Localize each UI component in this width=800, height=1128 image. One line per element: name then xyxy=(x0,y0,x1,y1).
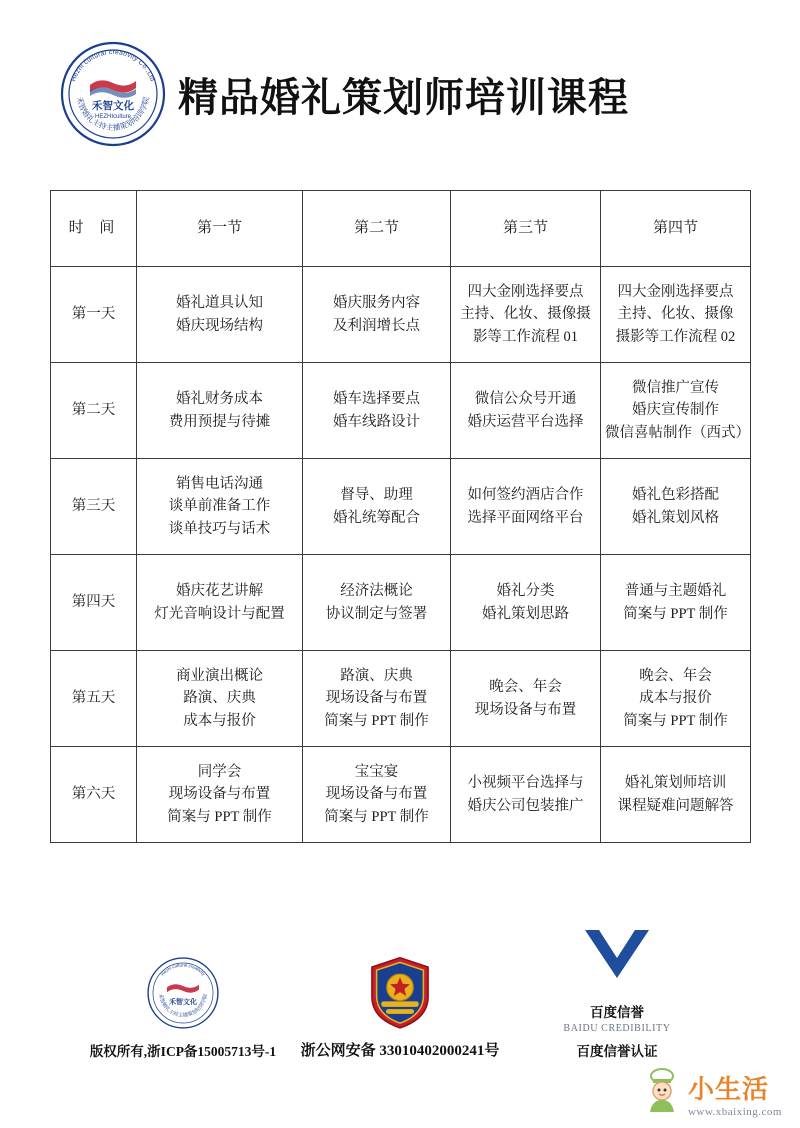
column-header-session-4: 第四节 xyxy=(601,191,751,267)
cell-text-lines xyxy=(455,772,596,817)
cell-text-line: 晚会、年会 xyxy=(639,667,712,684)
cell-text-line: 协议制定与签署 xyxy=(325,605,428,622)
cell-text-lines xyxy=(605,665,746,732)
svg-text:Hezhi cultural creativity: Hezhi cultural creativity xyxy=(159,962,207,977)
session-cell xyxy=(137,651,303,747)
cell-text-line: 现场设备与布置 xyxy=(168,786,271,803)
session-cell xyxy=(601,651,751,747)
cell-text-line: 费用预提与待摊 xyxy=(168,413,271,430)
svg-text:禾智婚礼主持主播策划培训学院: 禾智婚礼主持主播策划培训学院 xyxy=(157,993,209,1019)
session-cell xyxy=(451,363,601,459)
cell-text-lines xyxy=(141,388,298,433)
cell-text-lines xyxy=(141,665,298,732)
cell-text-line: 谈单前准备工作 xyxy=(168,498,271,515)
cell-text-line: 婚礼色彩搭配 xyxy=(632,487,719,504)
svg-text:HEZHIculture: HEZHIculture xyxy=(94,114,132,120)
table-row xyxy=(51,459,751,555)
footer-baidu-credibility-block xyxy=(512,915,722,1060)
cell-text-line: 经济法概论 xyxy=(340,583,413,600)
column-header-session-2: 第二节 xyxy=(303,191,451,267)
cell-text-line: 婚礼策划风格 xyxy=(632,509,719,526)
cell-text-lines xyxy=(455,580,596,625)
session-cell xyxy=(137,459,303,555)
session-cell xyxy=(601,747,751,843)
session-cell xyxy=(601,459,751,555)
cell-text-line: 成本与报价 xyxy=(639,690,712,707)
column-header-time: 时 间 xyxy=(51,191,137,267)
session-cell xyxy=(303,267,451,363)
cell-text-line: 四大金刚选择要点 xyxy=(617,283,734,300)
footer-badges xyxy=(0,915,800,1060)
watermark-title: 小生活 xyxy=(687,1075,769,1104)
cell-text-lines xyxy=(141,580,298,625)
cell-text-line: 如何签约酒店合作 xyxy=(467,487,584,504)
cell-text-line: 婚庆宣传制作 xyxy=(632,402,719,419)
session-cell xyxy=(137,267,303,363)
table-row xyxy=(51,363,751,459)
cell-text-line: 同学会 xyxy=(197,763,242,780)
session-cell xyxy=(601,555,751,651)
cell-text-lines xyxy=(141,473,298,540)
cell-text-line: 婚礼策划师培训 xyxy=(624,775,727,792)
session-cell xyxy=(451,267,601,363)
cell-text-line: 灯光音响设计与配置 xyxy=(154,605,285,622)
cell-text-line: 婚礼财务成本 xyxy=(176,391,263,408)
page-title: 精品婚礼策划师培训课程 xyxy=(178,74,629,120)
cell-text-line: 四大金刚选择要点 xyxy=(467,283,584,300)
session-cell xyxy=(451,651,601,747)
cell-text-lines xyxy=(605,772,746,817)
session-cell xyxy=(137,555,303,651)
cell-text-line: 微信喜帖制作（西式） xyxy=(605,424,750,441)
cell-text-line: 宝宝宴 xyxy=(354,763,399,780)
cell-text-line: 晚会、年会 xyxy=(489,679,562,696)
baidu-credibility-v-icon xyxy=(512,915,722,993)
column-header-session-1: 第一节 xyxy=(137,191,303,267)
watermark-url: www.xbaixing.com xyxy=(687,1106,782,1118)
cell-text-line: 微信推广宣传 xyxy=(632,379,719,396)
baidu-credibility-certified-text: 百度信誉认证 xyxy=(576,1044,658,1059)
cell-text-lines xyxy=(307,292,446,337)
course-schedule-table xyxy=(50,190,751,843)
cell-text-line: 现场设备与布置 xyxy=(325,786,428,803)
cell-text-line: 简案与 PPT 制作 xyxy=(167,808,272,825)
cell-text-lines xyxy=(307,484,446,529)
cell-text-line: 主持、化妆、摄像摄 xyxy=(460,306,591,323)
session-cell xyxy=(303,363,451,459)
session-cell xyxy=(303,651,451,747)
cell-text-line: 婚车选择要点 xyxy=(333,391,420,408)
police-emblem-icon xyxy=(295,953,505,1031)
cell-text-line: 路演、庆典 xyxy=(183,690,256,707)
cell-text-line: 婚礼策划思路 xyxy=(482,605,569,622)
cell-text-lines xyxy=(605,377,750,444)
cell-text-line: 婚车线路设计 xyxy=(333,413,420,430)
document-footer xyxy=(0,915,800,1085)
cell-text-line: 成本与报价 xyxy=(183,712,256,729)
session-cell xyxy=(137,363,303,459)
svg-text:禾智文化: 禾智文化 xyxy=(169,998,197,1007)
cell-text-line: 婚礼统筹配合 xyxy=(333,509,420,526)
cell-text-line: 主持、化妆、摄像 xyxy=(617,306,734,323)
cell-text-line: 现场设备与布置 xyxy=(474,701,577,718)
cell-text-line: 婚庆花艺讲解 xyxy=(176,583,263,600)
svg-text:禾智婚礼主持主播策划培训学院: 禾智婚礼主持主播策划培训学院 xyxy=(74,95,152,133)
cell-text-line: 婚庆公司包装推广 xyxy=(467,797,584,814)
cell-text-lines xyxy=(605,484,746,529)
cell-text-lines xyxy=(307,665,446,732)
day-label-cell: 第四天 xyxy=(51,555,137,651)
day-label-cell: 第一天 xyxy=(51,267,137,363)
site-watermark xyxy=(642,1067,782,1118)
session-cell xyxy=(451,459,601,555)
cell-text-lines xyxy=(141,292,298,337)
hezhi-culture-logo-icon xyxy=(78,954,288,1032)
cell-text-line: 选择平面网络平台 xyxy=(467,509,584,526)
cell-text-line: 销售电话沟通 xyxy=(176,475,263,492)
cell-text-lines xyxy=(307,388,446,433)
baidu-credibility-text-en: BAIDU CREDIBILITY xyxy=(563,1023,671,1034)
session-cell xyxy=(601,363,751,459)
table-row xyxy=(51,747,751,843)
cell-text-line: 简案与 PPT 制作 xyxy=(324,712,429,729)
cell-text-line: 商业演出概论 xyxy=(176,667,263,684)
day-label-cell: 第三天 xyxy=(51,459,137,555)
police-record-text: 浙公网安备 33010402000241号 xyxy=(300,1043,500,1059)
cell-text-line: 简案与 PPT 制作 xyxy=(623,605,728,622)
document-header xyxy=(0,0,800,140)
copyright-text: 版权所有,浙ICP备15005713号-1 xyxy=(89,1044,277,1059)
chef-avatar-icon xyxy=(642,1067,682,1118)
cell-text-line: 婚庆现场结构 xyxy=(176,317,263,334)
cell-text-line: 影等工作流程 01 xyxy=(472,328,579,345)
cell-text-line: 及利润增长点 xyxy=(333,317,420,334)
cell-text-line: 路演、庆典 xyxy=(340,667,413,684)
cell-text-line: 小视频平台选择与 xyxy=(467,775,584,792)
schedule-table-wrapper xyxy=(50,190,750,843)
cell-text-line: 婚礼道具认知 xyxy=(176,295,263,312)
cell-text-lines xyxy=(455,484,596,529)
session-cell xyxy=(303,555,451,651)
baidu-credibility-text: 百度信誉 xyxy=(590,1005,644,1020)
session-cell xyxy=(303,747,451,843)
cell-text-lines xyxy=(455,388,596,433)
day-label-cell: 第六天 xyxy=(51,747,137,843)
cell-text-line: 简案与 PPT 制作 xyxy=(623,712,728,729)
cell-text-lines xyxy=(307,580,446,625)
cell-text-line: 微信公众号开通 xyxy=(474,391,577,408)
cell-text-line: 婚礼分类 xyxy=(496,583,555,600)
svg-text:Hezhi cultural creativity Co.,: Hezhi cultural creativity Co.,Ltd xyxy=(70,48,156,83)
cell-text-lines xyxy=(307,761,446,828)
session-cell xyxy=(451,747,601,843)
cell-text-line: 婚庆运营平台选择 xyxy=(467,413,584,430)
day-label-cell: 第五天 xyxy=(51,651,137,747)
session-cell xyxy=(303,459,451,555)
session-cell xyxy=(451,555,601,651)
footer-copyright-block xyxy=(78,954,288,1060)
cell-text-lines xyxy=(141,761,298,828)
cell-text-line: 普通与主题婚礼 xyxy=(624,583,727,600)
hezhi-culture-logo xyxy=(60,41,166,147)
cell-text-line: 摄影等工作流程 02 xyxy=(615,328,736,345)
cell-text-lines xyxy=(605,281,746,348)
cell-text-line: 课程疑难问题解答 xyxy=(617,797,734,814)
day-label-cell: 第二天 xyxy=(51,363,137,459)
table-header-row xyxy=(51,191,751,267)
cell-text-lines xyxy=(455,676,596,721)
cell-text-line: 现场设备与布置 xyxy=(325,690,428,707)
cell-text-lines xyxy=(605,580,746,625)
session-cell xyxy=(601,267,751,363)
cell-text-line: 婚庆服务内容 xyxy=(333,295,420,312)
cell-text-lines xyxy=(455,281,596,348)
cell-text-line: 简案与 PPT 制作 xyxy=(324,808,429,825)
cell-text-line: 谈单技巧与话术 xyxy=(168,520,271,537)
cell-text-line: 督导、助理 xyxy=(340,487,413,504)
svg-text:禾智文化: 禾智文化 xyxy=(92,101,134,112)
table-row xyxy=(51,267,751,363)
footer-police-record-block xyxy=(295,953,505,1060)
table-row xyxy=(51,555,751,651)
session-cell xyxy=(137,747,303,843)
column-header-session-3: 第三节 xyxy=(451,191,601,267)
table-row xyxy=(51,651,751,747)
